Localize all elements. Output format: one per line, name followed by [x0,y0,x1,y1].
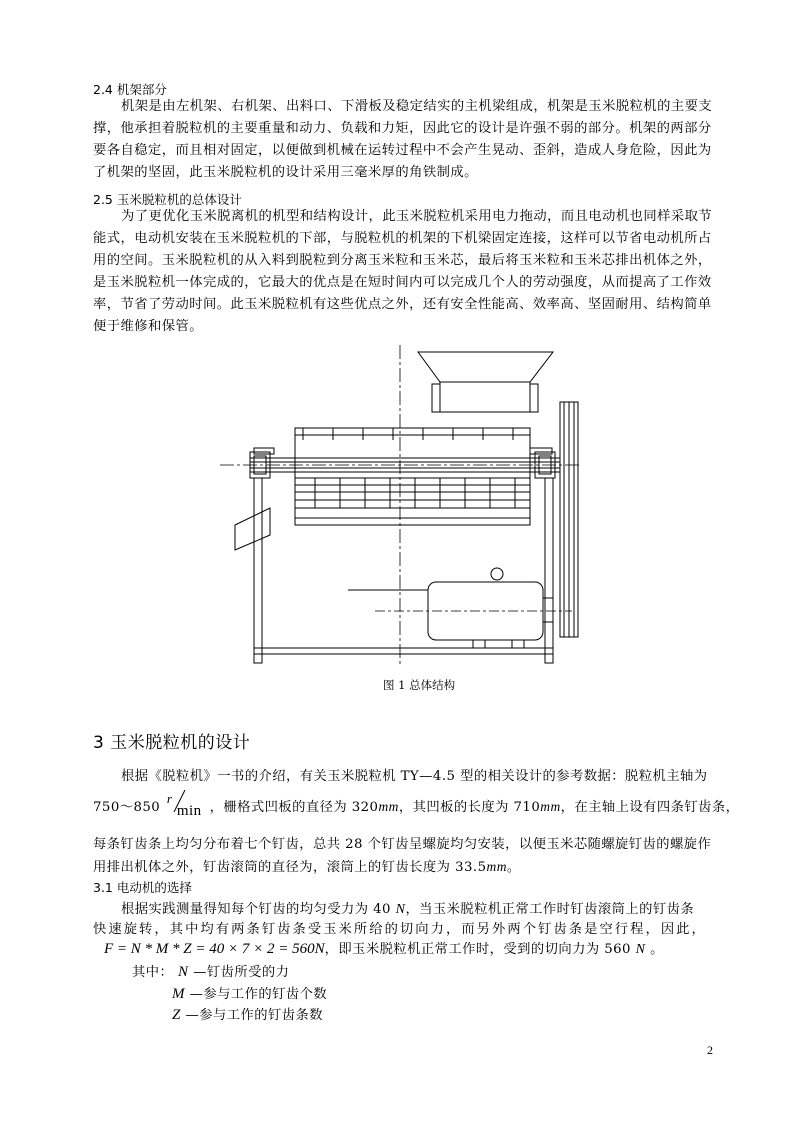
para-line: 机架是由左机架、右机架、出料口、下滑板及稳定结实的主机梁组成，机架是玉米脱粒机的主要支 [121,99,713,114]
speed-range: 750～850 [93,800,161,815]
machine-structure-drawing [210,340,590,670]
para-line: 了机架的坚固，此玉米脱粒机的设计采用三毫米厚的角铁制成。 [93,165,478,180]
para-line [93,856,521,875]
text-fragment: ，即玉米脱粒机正常工作时，受到的切向力为 560 [324,942,631,957]
para-line: 根据《脱粒机》一书的介绍，有关玉米脱粒机 TY—4.5 型的相关设计的参考数据：脱粒机主轴为 [121,769,708,784]
formula: F = N * M * Z = 40 × 7 × 2 = 560N [104,941,325,957]
definition-text: —参与工作的钉齿个数 [189,987,328,1002]
unit-N: N [635,942,646,957]
para-line: 率，节省了劳动时间。此玉米脱粒机有这些优点之外，还有安全性能高、效率高、坚固耐用、结构简单 [93,297,712,312]
formula-line [104,938,664,958]
speed-unit-den: min [176,803,202,819]
symbol: M [172,986,185,1002]
section-2-5-body [93,206,712,338]
figure-caption: 图 1 总体结构 [383,678,456,692]
text-fragment: 用排出机体之外，钉齿滚筒的直径为，滚筒上的钉齿长度为 33.5 [93,860,487,875]
speed-unit [165,791,205,819]
text-fragment: ，栅格式凹板的直径为 320 [209,800,379,815]
definition-line [132,961,289,981]
text-fragment: 。 [650,942,664,957]
para-line: 是玉米脱粒机一体完成的，它最大的优点是在短时间内可以完成几个人的劳动强度，从而提高了工作效 [93,275,712,290]
unit-mm: mm [540,799,561,814]
where-label: 其中： [132,965,174,980]
unit-N: N [395,902,406,917]
definition-text: —参与工作的钉齿条数 [185,1008,323,1023]
para-line: 便于维修和保管。 [93,319,203,334]
page-number: 2 [707,1043,713,1057]
para-line: 为了更优化玉米脱离机的机型和结构设计，此玉米脱粒机采用电力拖动，而且电动机也同样采取节 [121,209,713,224]
definition-line [172,1004,323,1024]
para-line [121,898,694,918]
para-line: 能式，电动机安装在玉米脱粒机的下部，与脱粒机的机架的下机梁固定连接，这样可以节省电动机所占 [93,231,712,246]
text-fragment: 根据实践测量得知每个钉齿的均匀受力为 40 [121,902,391,917]
section-2-5-heading: 2.5 玉米脱粒机的总体设计 [93,192,242,207]
chapter-title: 3 玉米脱粒机的设计 [93,733,251,753]
definition-text: —钉齿所受的力 [193,965,290,980]
section-3-1-heading: 3.1 电动机的选择 [93,880,192,895]
text-fragment: ，当玉米脱粒机正常工作时钉齿滚筒上的钉齿条 [405,902,695,917]
para-line: 撑，他承担着脱粒机的主要重量和动力、负载和力矩，因此它的设计是许强不弱的部分。机架的两部分 [93,121,712,136]
unit-mm: mm [486,859,507,874]
para-line: 用的空间。玉米脱粒机的从入料到脱粒到分离玉米粒和玉米芯，最后将玉米粒和玉米芯排出机体之外， [93,253,712,268]
text-fragment: 。 [506,860,521,875]
para-line: 每条钉齿条上均匀分布着七个钉齿，总共 28 个钉齿呈螺旋均匀安装，以便玉米芯随螺旋钉齿的螺旋作 [93,837,712,852]
section-2-4-body [93,96,712,184]
para-line: 要各自稳定，而且相对固定，以便做到机械在运转过程中不会产生晃动、歪斜，造成人身危险，因此为 [93,143,712,158]
unit-mm: mm [378,799,399,814]
text-fragment: ，在主轴上设有四条钉齿条， [560,800,740,815]
symbol: N [177,964,189,980]
symbol: Z [172,1007,181,1023]
section-2-4-heading: 2.4 机架部分 [93,82,167,97]
speed-unit-num: r [166,791,173,806]
para-line-speed [93,791,740,819]
text-fragment: ，其凹板的长度为 710 [398,800,541,815]
definition-line [172,983,327,1003]
para-line: 快速旋转，其中均有两条钉齿条受玉米所给的切向力，而另外两个钉齿条是空行程，因此， [93,922,707,937]
